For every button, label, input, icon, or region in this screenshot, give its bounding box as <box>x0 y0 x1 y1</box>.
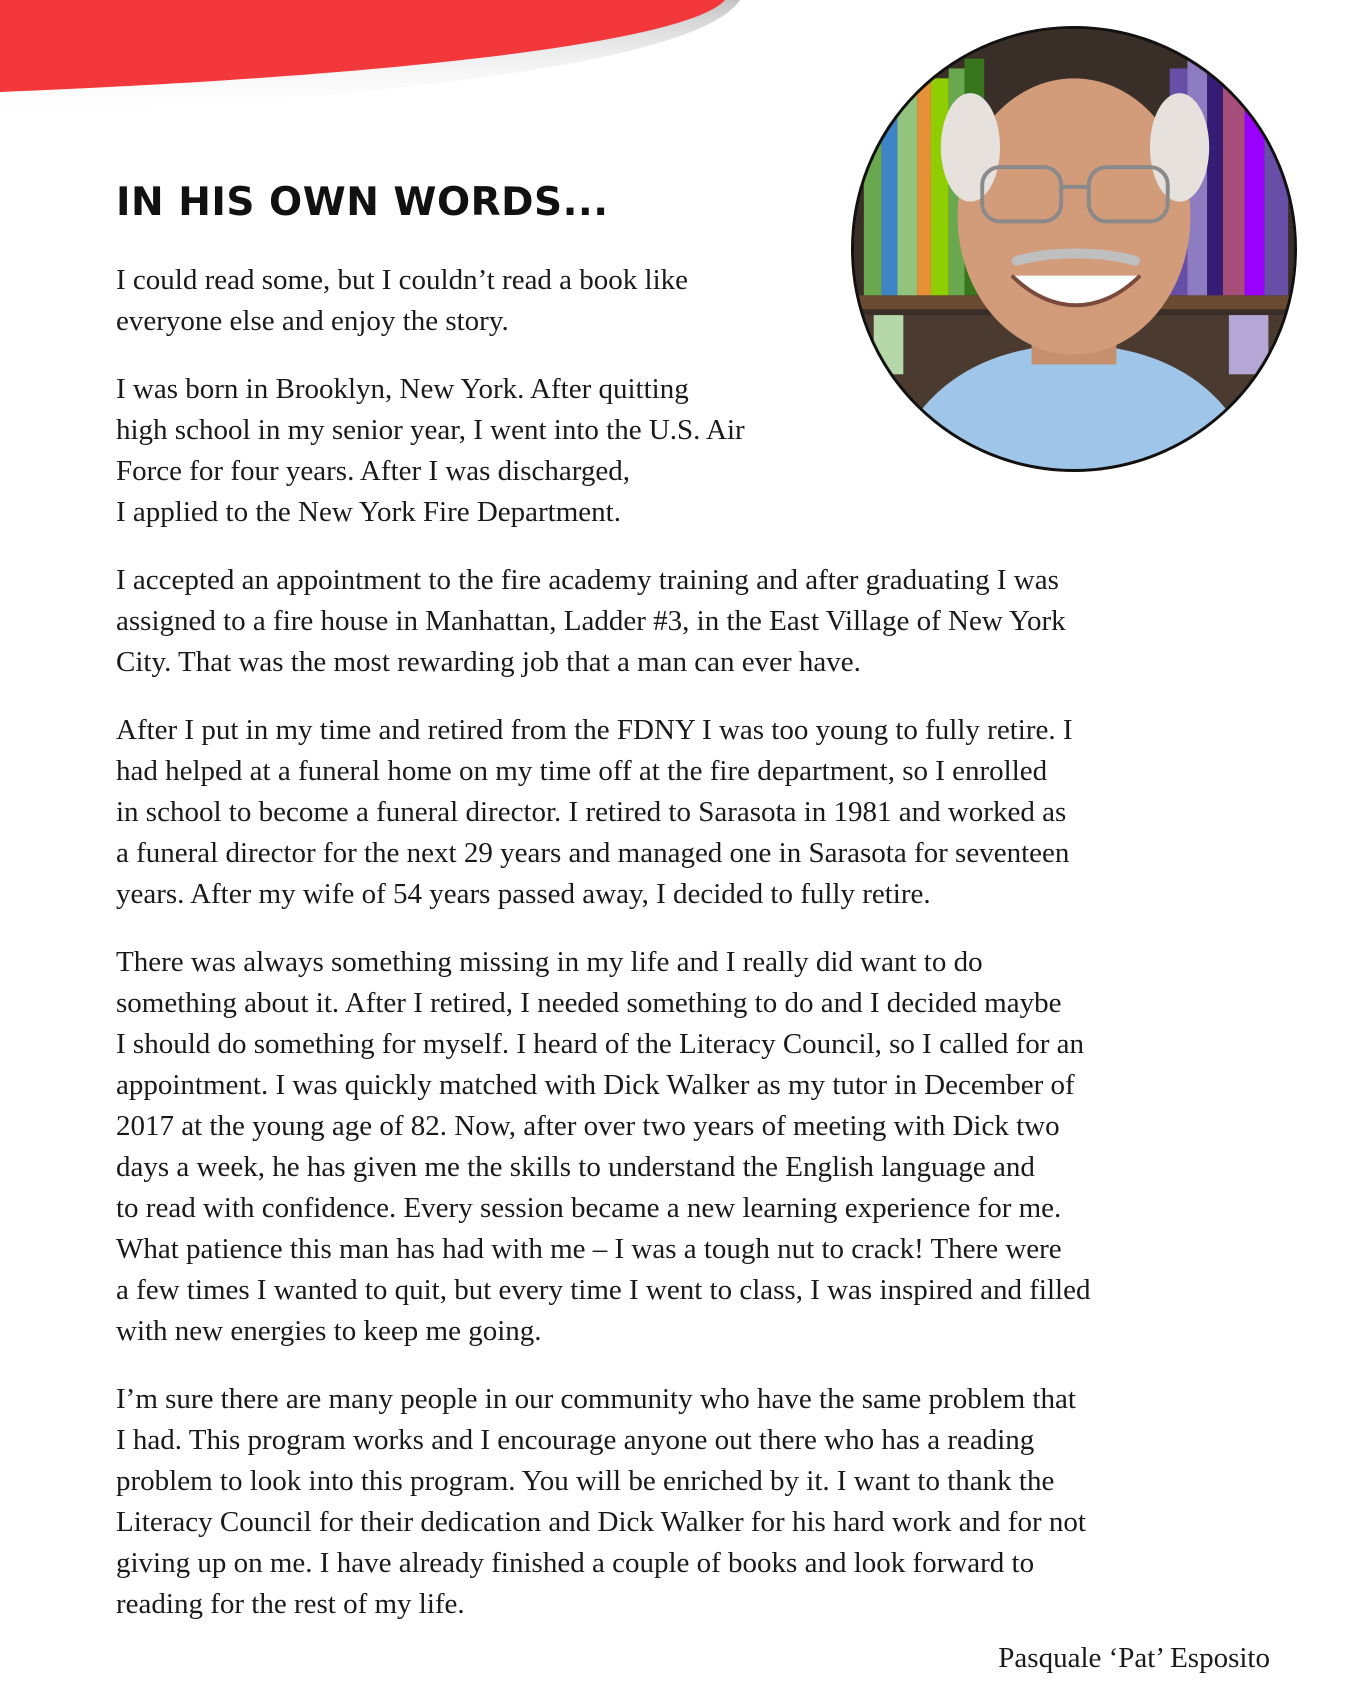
paragraph: I was born in Brooklyn, New York. After quitting high school in my senior year, I went into the U.S. Air Force for four years. After I was discharged, I applied to the New York Fire Department. <box>116 373 745 528</box>
red-swoosh-banner <box>0 0 760 140</box>
article-body <box>116 260 1276 1652</box>
paragraph: There was always something missing in my life and I really did want to do something about it. After I retired, I needed something to do and I decided maybe I should do something for myself. I heard of the Literacy Council, so I called for an appointment. I was quickly matched with Dick Walker as my tutor in December of 2017 at the young age of 82. Now, after over two years of meeting with Dick two days a week, he has given me the skills to understand the English language and to read with confidence. Every session became a new learning experience for me. What patience this man has had with me – I was a tough nut to crack! There were a few times I wanted to quit, but every time I went to class, I was inspired and filled with new energies to keep me going. <box>116 946 1091 1347</box>
paragraph: I accepted an appointment to the fire academy training and after graduating I was assigned to a fire house in Manhattan, Ladder #3, in the East Village of New York City. That was the most rewarding job that a man can ever have. <box>116 564 1066 678</box>
page-heading: IN HIS OWN WORDS... <box>116 180 609 225</box>
author-signature: Pasquale ‘Pat’ Esposito <box>998 1642 1270 1674</box>
paragraph: I could read some, but I couldn’t read a book like everyone else and enjoy the story. <box>116 264 689 337</box>
paragraph: I’m sure there are many people in our community who have the same problem that I had. This program works and I encourage anyone out there who has a reading problem to look into this program. You will be enriched by it. I want to thank the Literacy Council for their dedication and Dick Walker for his hard work and for not giving up on me. I have already finished a couple of books and look forward to reading for the rest of my life. <box>116 1383 1086 1620</box>
paragraph: After I put in my time and retired from the FDNY I was too young to fully retire. I had helped at a funeral home on my time off at the fire department, so I enrolled in school to become a funeral director. I retired to Sarasota in 1981 and worked as a funeral director for the next 29 years and managed one in Sarasota for seventeen years. After my wife of 54 years passed away, I decided to fully retire. <box>116 714 1073 910</box>
